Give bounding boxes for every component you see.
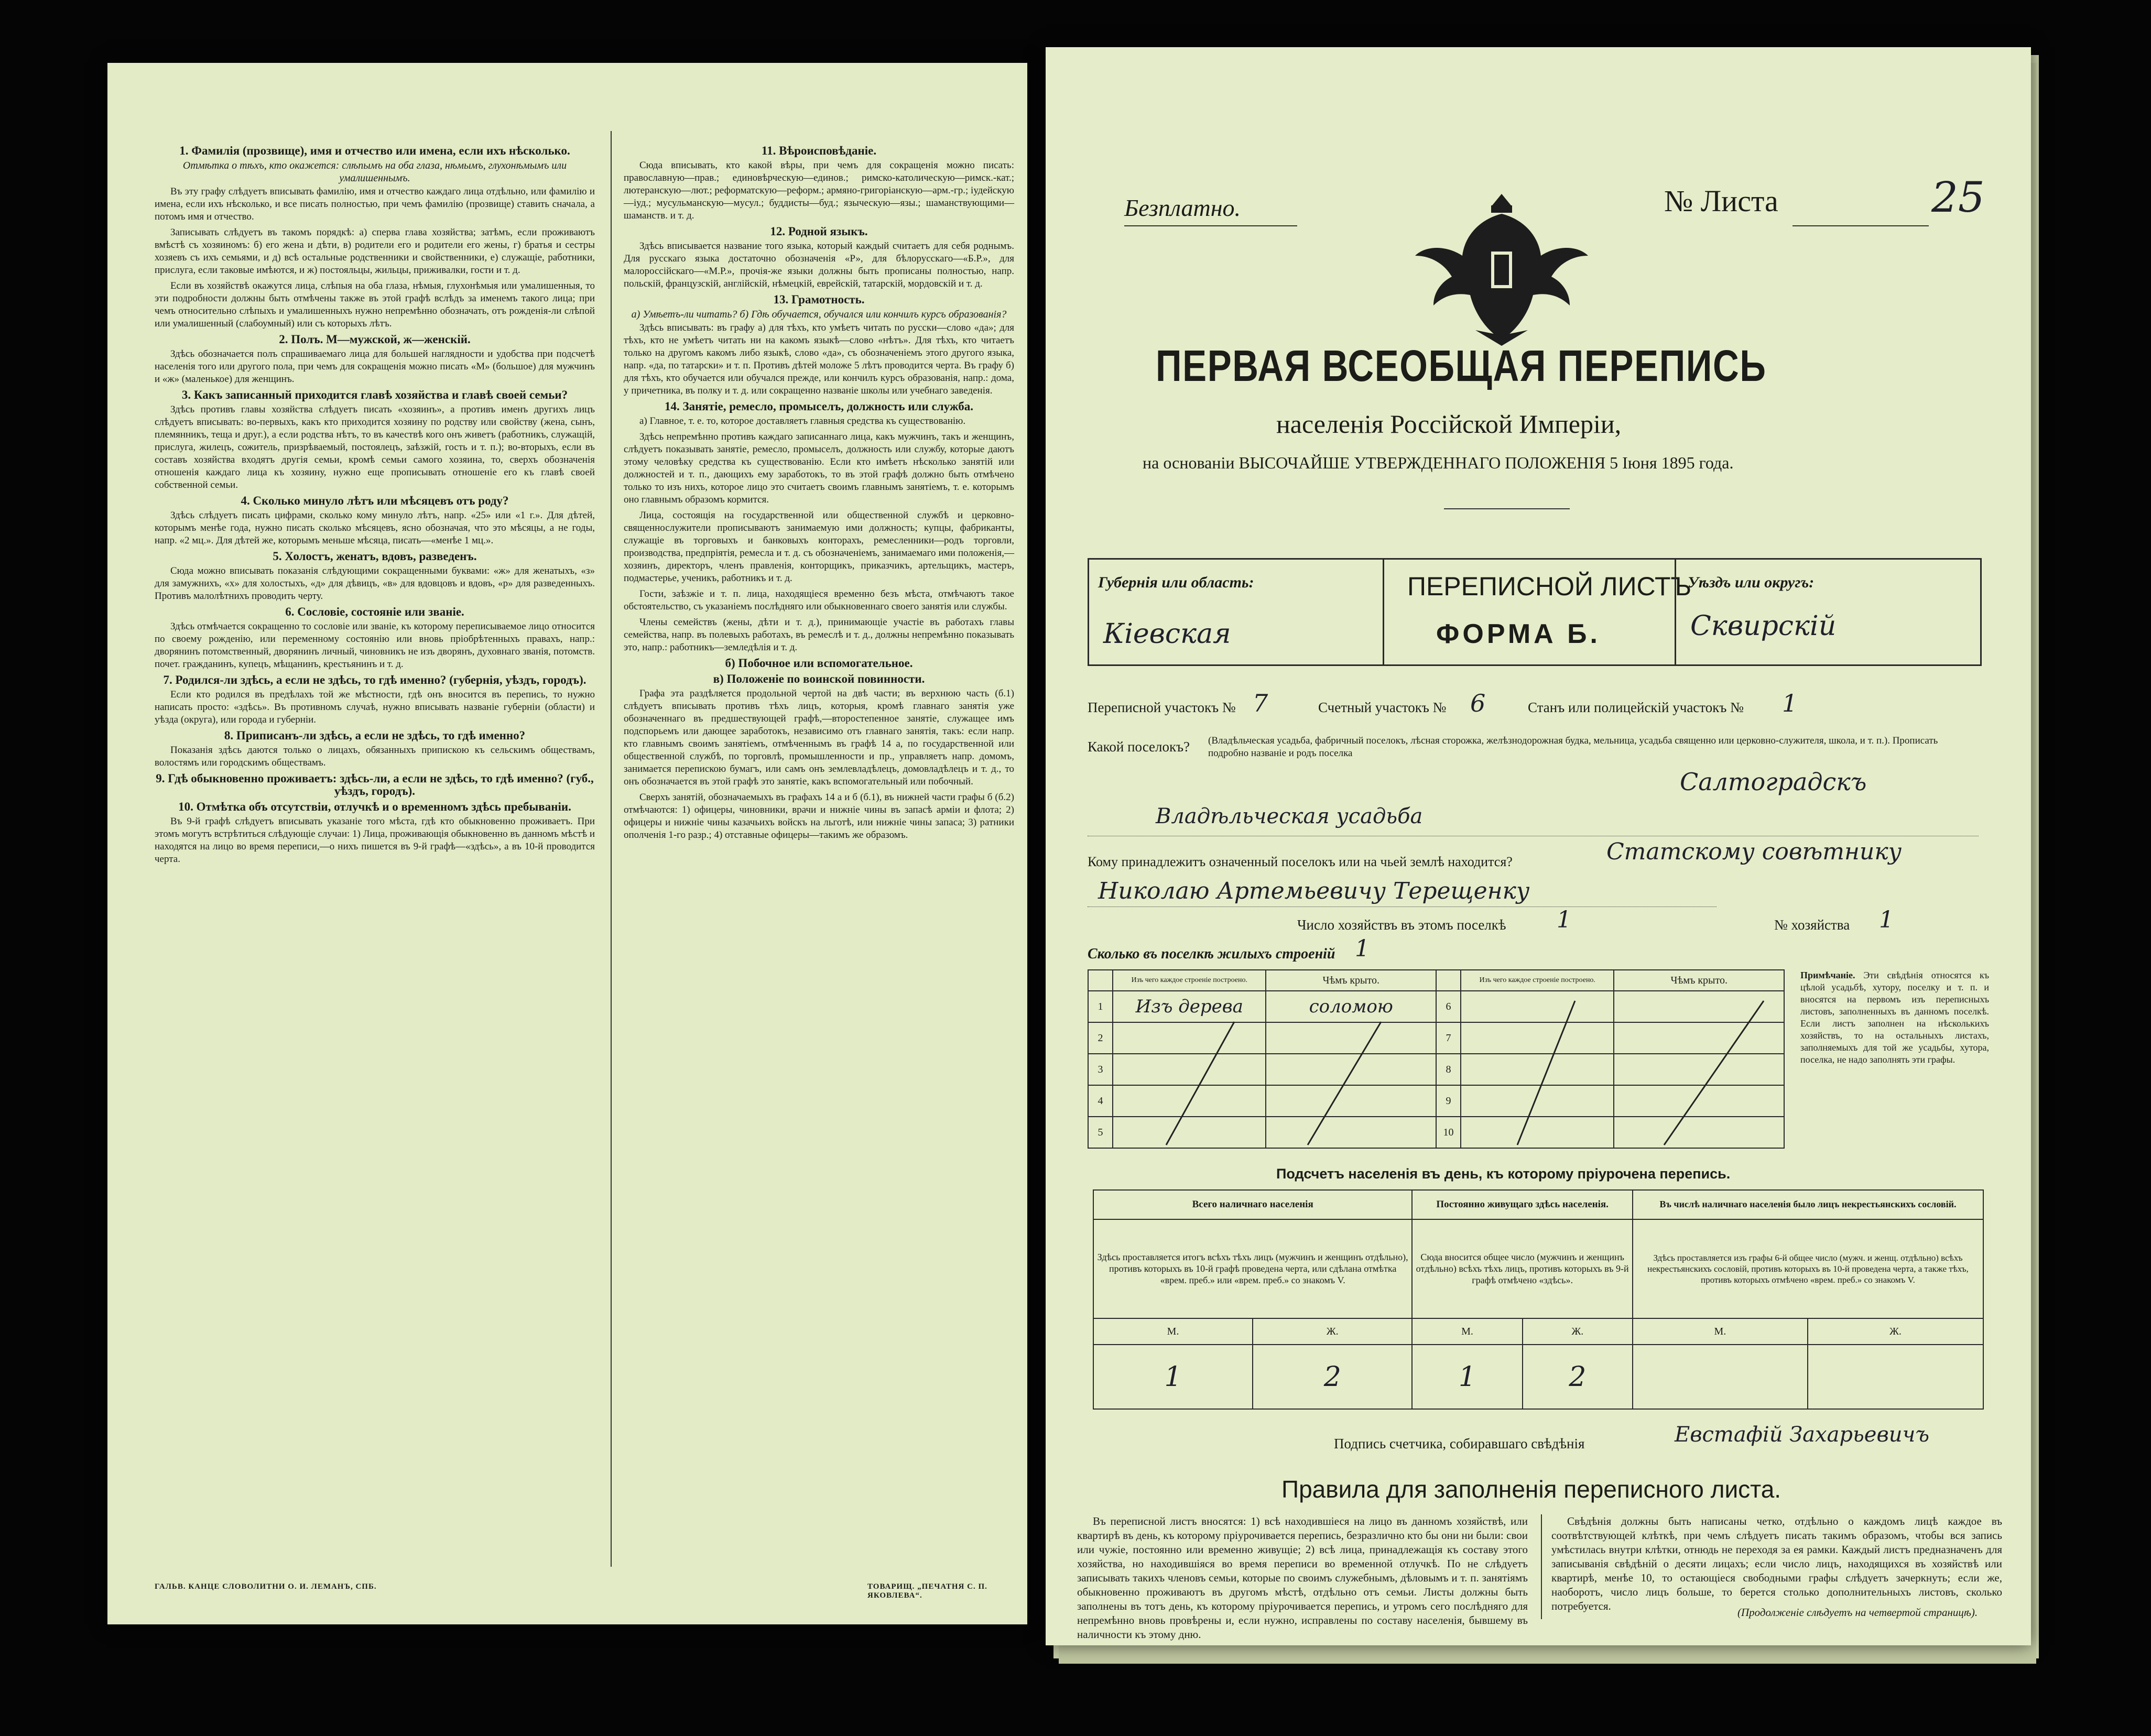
buildings-strike-lines — [1088, 990, 1785, 1148]
count-col3-head: Въ числѣ наличнаго населенія было лицъ некрестьянскихъ сословій. — [1633, 1190, 1983, 1219]
rules-column-2 — [1551, 1514, 2002, 1612]
census-basis: на основаніи ВЫСОЧАЙШЕ УТВЕРЖДЕННАГО ПОЛОЖЕНІЯ 5 Іюня 1895 года. — [1143, 453, 1734, 472]
instruction-paragraph: а) Главное, т. е. то, которое доставляетъ главныя средства къ существованію. — [639, 416, 966, 427]
m-label: М. — [1412, 1318, 1522, 1345]
bld-row-number: 10 — [1436, 1117, 1461, 1148]
bld-head-roof-2: Чѣмъ крыто. — [1614, 970, 1784, 991]
uezd-label: Уѣздъ или округъ: — [1688, 574, 1815, 591]
stan-label: Станъ или полицейскій участокъ № — [1528, 700, 1744, 715]
instruction-paragraph: Здѣсь противъ главы хозяйства слѣдуетъ писать «хозяинъ», а противъ именъ другихъ лицъ слѣдуетъ вписывать: во-первыхъ, какъ кто приходится хозяину по родству или свойству (жена, сынъ, племянникъ, теща и друг.), а если родства нѣтъ, то въ качествѣ кого онъ живетъ (работникъ, служащій, прислуга, жилецъ, сожитель, призрѣваемый, постоялецъ, заѣзжій, гость и т. п.); во-вторыхъ, если въ составъ хозяйства входятъ другія семьи, кромѣ семьи самого хозяина, то, сверхъ обозначенія отношенія каждаго лица къ хозяину, нужно еще прописывать отношеніе его къ главѣ своей собственной семьи. — [155, 404, 595, 490]
total-female-count: 2 — [1253, 1345, 1412, 1409]
count-title: Подсчетъ населенія въ день, къ которому пріурочена перепись. — [1276, 1166, 1731, 1182]
schetny-value: 6 — [1470, 689, 1486, 717]
instruction-paragraph: Въ эту графу слѣдуетъ вписывать фамилію, имя и отчество каждаго лица отдѣльно, или фамилію и имена, если ихъ нѣсколько, и все писать полностью, при чемъ фамилію (прозвище) ставить сначала, а потомъ имя и отчество. — [155, 186, 595, 222]
count-col1-text: Здѣсь проставляется итогъ всѣхъ тѣхъ лицъ (мужчинъ и женщинъ отдѣльно), противъ которыхъ въ 10-й графѣ проведена черта, или сдѣлана отмѣтка «врем. преб.» или «врем. преб.» со знакомъ V. — [1093, 1219, 1412, 1318]
uezd-value: Сквирскій — [1690, 610, 1837, 642]
instruction-paragraph: Лица, состоящія на государственной или общественной службѣ и церковно-священнослужители прописываютъ занимаемую ими должность; купцы, фабриканты, служащіе въ торговыхъ и банковыхъ конторахъ, ремесленники—родъ торговли, производства, предпріятія, ремесла и т. д. съ обозначеніемъ, занимаемаго ими положенія,—хозяинъ, директоръ, членъ правленія, конторщикъ, приказчикъ, артельщикъ, мастеръ, подмастерье, ученикъ, работникъ и т. д. — [624, 510, 1014, 584]
count-col2-head: Постоянно живущаго здѣсь населенія. — [1412, 1190, 1633, 1219]
bld-row-number: 2 — [1088, 1022, 1113, 1054]
permanent-male-count: 1 — [1412, 1345, 1522, 1409]
instruction-paragraph: Здѣсь вписывать: въ графу а) для тѣхъ, кто умѣетъ читать по русски—слово «да»; для тѣхъ, кто не умѣетъ читать ни на какомъ языкѣ—слово «нѣтъ». Для тѣхъ, кто читаетъ только на другомъ какомъ либо языкѣ, слово «да», съ обозначеніемъ этого другого языка, напр. «да, по татарски» и т. п. Противъ дѣтей моложе 5 лѣтъ проводится черта. Въ графу б) для тѣхъ, кто обучается или обучался прежде, или кончилъ курсъ образованія, напр.: дома, у причетника, въ полку и т. д. или сокращенно названіе школы или учебнаго заведенія. — [624, 322, 1014, 396]
signature-value: Евстафій Захарьевичъ — [1675, 1423, 1930, 1447]
instruction-heading: б) Побочное или вспомогательное. — [725, 657, 913, 670]
instruction-heading: 11. Вѣроисповѣданіе. — [761, 144, 877, 157]
bld-row-number: 5 — [1088, 1117, 1113, 1148]
gubernia-label: Губернія или область: — [1098, 574, 1254, 591]
printer-credit-left: ГАЛЬВ. КАНЦЕ СЛОВОЛИТНИ О. И. ЛЕМАНЪ, СПБ. — [155, 1582, 377, 1591]
instruction-paragraph: Здѣсь отмѣчается сокращенно то сословіе или званіе, къ которому переписываемое лицо относится по своему рожденію, или переменному состоянію или вновь пріобрѣтенныхъ правахъ, напр.: дворянинъ потомственный, дворянинъ личный, чиновникъ не изъ дворянъ, духовнаго званія, потомств. почет. гражданинъ, купецъ, мѣщанинъ, крестьянинъ и т. д. — [155, 621, 595, 670]
instruction-paragraph: Если кто родился въ предѣлахъ той же мѣстности, гдѣ онъ вносится въ перепись, то нужно написать просто: «здѣсь». Въ противномъ случаѣ, нужно вписывать названіе губерніи (области) и уѣзда (округа), или города и губерніи. — [155, 689, 595, 725]
instruction-heading: 5. Холостъ, женатъ, вдовъ, разведенъ. — [273, 550, 477, 563]
household-no-label: № хозяйства — [1774, 917, 1850, 933]
instruction-paragraph: Здѣсь вписывается название того языка, который каждый считаетъ для себя роднымъ. Для русскаго языка достаточно обозначенія «Р», для бѣлорусскаго—«Б.Р.», для малороссійскаго—«М.Р.», прочія-же языки должны быть прописаны полностью, напр. польскій, французскій, англійскій, нѣмецкій, еврейскій, татарскій, мордовскій и т. д. — [624, 241, 1014, 289]
bld-row-number: 8 — [1436, 1054, 1461, 1085]
rules-divider — [1541, 1514, 1542, 1619]
schetny-label: Счетный участокъ № — [1318, 700, 1447, 715]
double-headed-eagle-icon — [1413, 173, 1591, 351]
bld-row-number: 6 — [1436, 991, 1461, 1022]
printer-credit-right: ТОВАРИЩ. „ПЕЧАТНЯ С. П. ЯКОВЛЕВА“. — [867, 1582, 987, 1600]
m-label: М. — [1633, 1318, 1808, 1345]
instruction-heading: 13. Грамотность. — [773, 293, 865, 306]
bld-row-number: 3 — [1088, 1054, 1113, 1085]
form-title: ФОРМА Б. — [1436, 619, 1601, 649]
bld-roof: соломою — [1266, 991, 1436, 1022]
instruction-heading: 10. Отмѣтка объ отсутствіи, отлучкѣ и о временномъ здѣсь пребываніи. — [178, 800, 571, 813]
bld-head-material-2: Изъ чего каждое строеніе построено. — [1461, 970, 1614, 991]
instruction-heading: а) Умѣетъ-ли читать? б) Гдѣ обучается, обучался или кончилъ курсъ образованія? — [631, 309, 1007, 320]
instructions-column-1 — [155, 141, 595, 1562]
nonpeasant-female-count — [1808, 1345, 1983, 1409]
bld-row-number: 4 — [1088, 1085, 1113, 1117]
note-title: Примѣчаніе. — [1800, 970, 1855, 980]
instruction-paragraph: Сюда можно вписывать показанія слѣдующими сокращенными буквами: «ж» для женатыхъ, «з» для замужнихъ, «х» для холостыхъ, «д» для дѣвицъ, «в» для вдовцовъ и вдовъ, «р» для разведенныхъ. Противъ малолѣтнихъ проводить черту. — [155, 565, 595, 602]
instruction-paragraph: Здѣсь непремѣнно противъ каждаго записаннаго лица, какъ мужчинъ, такъ и женщинъ, слѣдуетъ показывать занятіе, ремесло, промыселъ, должность или службу, которые даютъ этому человѣку средства къ существованію. Если кто имѣетъ нѣсколько занятій или должностей и т. п., дающихъ ему заработокъ, то въ этой графѣ должно быть отмѣчено только то изъ нихъ, которое лицо это считаетъ своимъ главнымъ занятіемъ, т. е. которымъ оно главнымъ образомъ кормится. — [624, 431, 1014, 505]
owner-label: Кому принадлежитъ означенный поселокъ или на чьей землѣ находится? — [1088, 854, 1513, 869]
instruction-paragraph: Здѣсь обозначается полъ спрашиваемаго лица для большей наглядности и удобства при подсчетѣ населенія того или другого пола, при чемъ для сокращенія можно писать «М» (большое) для мужчинъ и «ж» (маленькое) для женщинъ. — [155, 348, 595, 385]
instruction-heading: в) Положеніе по воинской повинности. — [713, 672, 925, 685]
instruction-heading: 9. Гдѣ обыкновенно проживаетъ: здѣсь-ли, а если не здѣсь, то гдѣ именно? (губ., уѣздъ, городъ). — [156, 772, 594, 798]
instruction-heading: 12. Родной языкъ. — [770, 225, 868, 238]
instruction-heading: 7. Родился-ли здѣсь, а если не здѣсь, то гдѣ именно? (губернія, уѣздъ, городъ). — [163, 673, 586, 686]
population-count-table — [1093, 1189, 1984, 1410]
list-title: ПЕРЕПИСНОЙ ЛИСТЪ — [1407, 572, 1692, 601]
continued-note: (Продолженіе слѣдуетъ на четвертой страницѣ). — [1737, 1606, 1978, 1619]
instruction-paragraph: Члены семействъ (жены, дѣти и т. д.), принимающіе участіе въ работахъ главы семейства, напр. въ полевыхъ работахъ, въ ремеслѣ и т. д., должны непремѣнно показывать это, напр.: работникъ—земледѣлія и т. д. — [624, 617, 1014, 653]
count-col3-text: Здѣсь проставляется изъ графы 6-й общее число (мужч. и женщ. отдѣльно) всѣхъ некрестьянскихъ сословій, противъ которыхъ въ 10-й проведена черта, а также тѣхъ, противъ которыхъ отмѣчено «врем. преб.» со знакомъ V. — [1633, 1219, 1983, 1318]
buildings-label: Сколько въ поселкѣ жилыхъ строеній — [1088, 946, 1335, 962]
instruction-paragraph: Показанія здѣсь даются только о лицахъ, обязанныхъ припискою къ сельскимъ обществамъ, волостямъ или городскимъ обществамъ. — [155, 745, 595, 768]
perepisnoy-value: 7 — [1253, 689, 1268, 717]
buildings-value: 1 — [1355, 935, 1370, 962]
bld-material: Изъ дерева — [1113, 991, 1266, 1022]
signature-label: Подпись счетчика, собиравшаго свѣдѣнія — [1334, 1436, 1585, 1451]
free-underline — [1124, 225, 1297, 226]
instruction-heading: 3. Какъ записанный приходится главѣ хозяйства и главѣ своей семьи? — [181, 388, 568, 401]
free-label: Безплатно. — [1124, 194, 1241, 221]
poselok-label: Какой поселокъ? — [1088, 739, 1190, 755]
rules-title: Правила для заполненія переписного листа. — [1281, 1476, 1781, 1503]
instruction-heading: 1. Фамилія (прозвище), имя и отчество или имена, если ихъ нѣсколько. — [179, 144, 570, 157]
left-page — [107, 63, 1027, 1624]
instruction-heading: Отмѣтка о тѣхъ, кто окажется: слѣпымъ на оба глаза, нѣмымъ, глухонѣмымъ или умалишеннымъ. — [182, 160, 567, 184]
instruction-heading: 4. Сколько минуло лѣтъ или мѣсяцевъ отъ роду? — [241, 494, 509, 507]
f-label: Ж. — [1808, 1318, 1983, 1345]
instruction-paragraph: Въ 9-й графѣ слѣдуетъ вписывать указаніе того мѣста, гдѣ кто обыкновенно проживаетъ. При этомъ могутъ встрѣтиться слѣдующіе случаи: 1) Лица, проживающія обыкновенно въ данномъ мѣстѣ и находятся на лицо во время переписи,—о нихъ пишется въ 9-й графѣ—«здѣсь», а въ 10-й проводится черта. — [155, 816, 595, 865]
instruction-paragraph: Сверхъ занятій, обозначаемыхъ въ графахъ 14 а и б (б.1), въ нижней части графы б (б.2) отмѣчаются: 1) офицеры, чиновники, врачи и нижніе чины въ запасѣ арміи и флота; 2) офицеры и нижніе чины казачьихъ войскъ на льготѣ, или нижніе чины запаса; 3) ратники ополченія 1-го разр.; 4) отставные офицеры—такимъ же образомъ. — [624, 792, 1014, 840]
household-no-value: 1 — [1879, 907, 1894, 933]
sheet-number-value: 25 — [1931, 173, 1985, 222]
census-title: ПЕРВАЯ ВСЕОБЩАЯ ПЕРЕПИСЬ — [1156, 341, 1767, 390]
census-subtitle: населенія Россійской Имперіи, — [1276, 409, 1622, 439]
households-value: 1 — [1557, 907, 1571, 933]
instruction-paragraph: Здѣсь слѣдуетъ писать цифрами, сколько кому минуло лѣтъ, напр. «25» или «1 г.». Для дѣтей, которымъ менѣе года, нужно писать сколько мѣсяцевъ, ясно обозначая, что это мѣсяцы, а не годы, напр. «2 мц.». Для дѣтей же, которымъ меньше мѣсяца, писать—«менѣе 1 мц.». — [155, 510, 595, 546]
count-col2-text: Сюда вносится общее число (мужчинъ и женщинъ отдѣльно) всѣхъ тѣхъ лицъ, противъ которыхъ въ 9-й графѣ отмѣчено «здѣсь». — [1412, 1219, 1633, 1318]
instruction-paragraph: Графа эта раздѣляется продольной чертой на двѣ части; въ верхнюю часть (б.1) слѣдуетъ вписывать противъ тѣхъ лицъ, которыя, кромѣ главнаго занятія уже обозначеннаго въ предшествующей графѣ,—второстепенное занятіе, служащее имъ подспорьемъ или дающее заработокъ, независимо отъ главнаго занятія, такъ: если напр. кто главнымъ своимъ занятіемъ, отмѣченнымъ въ графѣ 14 а, по государственной или общественной службѣ, по торговлѣ, промышленности и пр., управляетъ напр. домомъ, занимается перепискою бумагъ, или самъ онъ землевладѣлецъ, домовладѣлецъ и т. д., то онъ обозначается въ этой графѣ это занятіе, какъ вспомогательный или побочный. — [624, 688, 1014, 787]
poselok-hint: (Владѣльческая усадьба, фабричный поселокъ, лѣсная сторожка, желѣзнодорожная будка, мельница, усадьба священно или церковно-служителя, школа, и т. п.). Прописать подробно названіе и родъ поселка — [1208, 735, 1938, 759]
column-divider — [611, 131, 612, 1567]
instruction-heading: 6. Сословіе, состояніе или званіе. — [285, 605, 464, 618]
total-male-count: 1 — [1093, 1345, 1253, 1409]
poselok-value-2: Владѣльческая усадьба — [1156, 804, 1423, 828]
f-label: Ж. — [1523, 1318, 1633, 1345]
instruction-heading: 8. Приписанъ-ли здѣсь, а если не здѣсь, то гдѣ именно? — [224, 729, 526, 742]
count-col1-head: Всего наличнаго населенія — [1093, 1190, 1412, 1219]
instructions-column-2 — [624, 141, 1014, 1562]
gubernia-value: Кіевская — [1103, 618, 1231, 650]
owner-value-1: Статскому совѣтнику — [1606, 838, 1902, 865]
right-page — [1046, 47, 2031, 1645]
poselok-value-1: Салтоградскъ — [1680, 768, 1867, 796]
instruction-paragraph: Гости, заѣзжіе и т. п. лица, находящіеся временно безъ мѣста, отмѣчаютъ такое обстоятельство, съ указаніемъ послѣдняго или обыкновеннаго своего занятія или службы. — [624, 588, 1014, 612]
instruction-heading: 2. Полъ. М—мужской, ж—женскій. — [279, 333, 471, 346]
sheet-number-underline — [1792, 225, 1929, 226]
nonpeasant-male-count — [1633, 1345, 1808, 1409]
instruction-paragraph: Если въ хозяйствѣ окажутся лица, слѣпыя на оба глаза, нѣмыя, глухонѣмыя или умалишенныя, то эти подробности должны быть отмѣчены также въ этой графѣ вслѣдъ за именемъ такого лица; при чемъ относительно слѣпыхъ и умалишенныхъ нужно непремѣнно обозначать, отъ рожденія-ли слѣпой или умалишенный (слабоумный) или съ которыхъ лѣтъ. — [155, 280, 595, 329]
rules-text-1: Въ переписной листъ вносятся: 1) всѣ находившіеся на лицо въ данномъ хозяйствѣ, или квартирѣ въ день, къ которому пріурочивается перепись, безразлично кто бы они ни были: свои или чужіе, постоянно или временно живущіе; 2) всѣ лица, принадлежащія къ составу этого хозяйства, но находившіяся во время переписи во временной отлучкѣ. По не слѣдуетъ записывать такихъ членовъ семьи, которые по своимъ служебнымъ, дѣловымъ и т. п. занятіямъ обыкновенно проживаютъ въ другомъ мѣстѣ, отдѣльно отъ семьи. Листы должны быть заполнены въ тотъ день, къ которому пріурочивается перепись, и утромъ сего послѣдняго для непремѣнно вновь провѣрены и, если нужно, исправлены по составу населенія, бывшему въ наличности къ этому дню. — [1077, 1515, 1528, 1641]
rules-text-2: Свѣдѣнія должны быть написаны четко, отдѣльно о каждомъ лицѣ каждое въ соотвѣтствующей клѣткѣ, при чемъ слѣдуетъ писать такимъ образомъ, чтобы вся запись умѣстилась внутри клѣтки, отнюдь не переходя за ея рамки. Каждый листъ предназначенъ для записыванія свѣдѣній о десяти лицахъ; если число лицъ, находящихся въ хозяйствѣ или квартирѣ, менѣе 10, то остающіеся свободными графы слѣдуетъ зачеркнуть; если же, наоборотъ, число лицъ больше, то берется столько дополнительныхъ листовъ, сколько потребуется. — [1551, 1515, 2002, 1612]
perepisnoy-label: Переписной участокъ № — [1088, 700, 1236, 715]
note-text: Эти свѣдѣнія относятся къ цѣлой усадьбѣ, хутору, поселку и т. п. и вносятся на первомъ изъ переписныхъ листовъ, заполненныхъ въ данномъ поселкѣ. Если листъ заполнен на нѣсколькихъ хозяйствъ, то на остальныхъ листахъ, заполняемыхъ для той же усадьбы, хутора, поселка, не надо заполнять эти графы. — [1800, 970, 1990, 1065]
f-label: Ж. — [1253, 1318, 1412, 1345]
instruction-paragraph: Записывать слѣдуетъ въ такомъ порядкѣ: а) сперва глава хозяйства; затѣмъ, если проживаютъ вмѣстѣ съ хозяиномъ: б) его жена и дѣти, в) родители его и родители его жены, г) братья и сестры хозяевъ съ ихъ семьями, и д) всѣ остальные родственники и свойственники, е) служащіе, работники, прислуга, если таковые имѣются, и ж) постояльцы, жильцы, приживалки, гости и т. д. — [155, 227, 595, 276]
owner-value-2: Николаю Артемьевичу Терещенку — [1098, 878, 1530, 904]
bld-head-material: Изъ чего каждое строеніе построено. — [1113, 970, 1266, 991]
permanent-female-count: 2 — [1523, 1345, 1633, 1409]
instruction-heading: 14. Занятіе, ремесло, промыселъ, должность или служба. — [665, 400, 973, 413]
ornament-rule — [1444, 508, 1570, 509]
m-label: М. — [1093, 1318, 1253, 1345]
rules-column-1 — [1077, 1514, 1528, 1641]
stan-value: 1 — [1782, 689, 1798, 717]
households-label: Число хозяйствъ въ этомъ поселкѣ — [1297, 917, 1506, 933]
bld-head-roof: Чѣмъ крыто. — [1266, 970, 1436, 991]
bld-row-number: 7 — [1436, 1022, 1461, 1054]
instruction-paragraph: Сюда вписывать, кто какой вѣры, при чемъ для сокращенія можно писать: православную—прав.; единовѣрческую—единов.; римско-католическую—римск.-кат.; лютеранскую—лют.; реформатскую—реформ.; армяно-григоріанскую—арм.-гр.; іудейскую—іуд.; мусульманскую—мусул.; буддисты—буд.; языческую—язы.; шаманствующими—шаманств. и т. д. — [624, 160, 1014, 221]
sheet-number-label: № Листа — [1664, 184, 1778, 218]
note-box — [1800, 969, 1989, 1142]
bld-row-number: 9 — [1436, 1085, 1461, 1117]
bld-row-number: 1 — [1088, 991, 1113, 1022]
